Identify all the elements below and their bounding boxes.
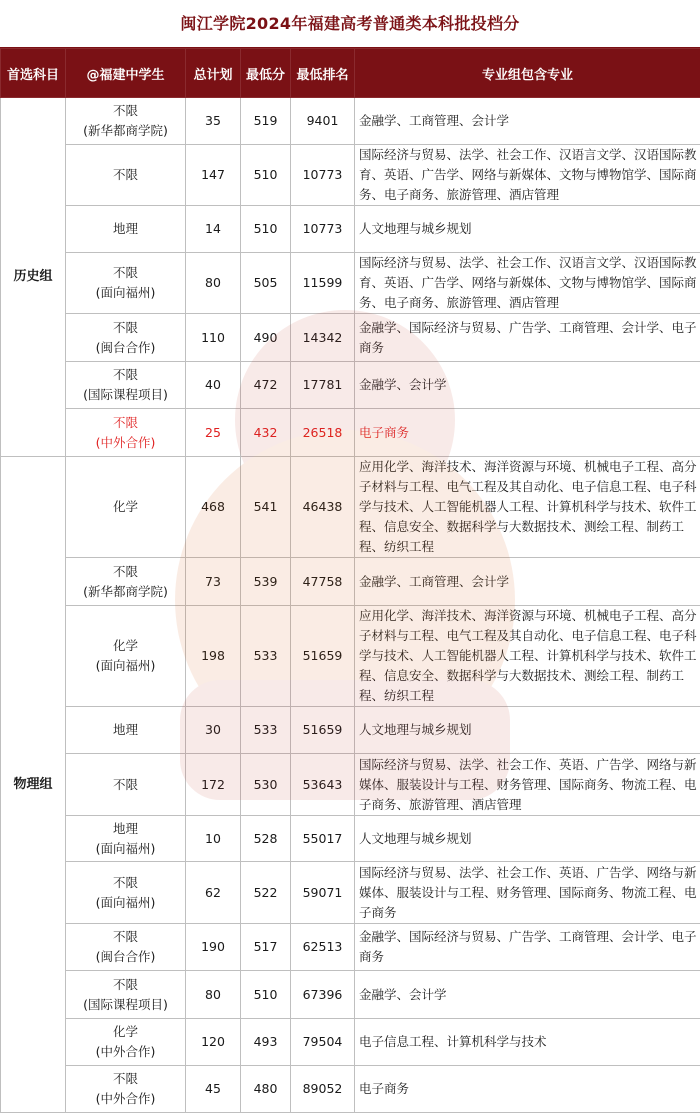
requirement-cell [66,98,186,145]
requirement-text: 不限 [68,562,183,582]
majors-cell: 应用化学、海洋技术、海洋资源与环境、机械电子工程、高分子材料与工程、电气工程及其自动化、电子信息工程、电子科学与技术、人工智能机器人工程、计算机科学与技术、软件工程、信息安全、数据科学与大数据技术、测绘工程、制药工程、纺织工程 [355,606,700,707]
table-row [1,862,700,924]
majors-cell: 金融学、工商管理、会计学 [355,558,700,606]
min-score-cell: 510 [241,971,291,1019]
min-score-cell: 510 [241,206,291,253]
total-plan-cell: 73 [186,558,241,606]
total-plan-cell: 45 [186,1066,241,1113]
min-score-cell: 541 [241,457,291,558]
requirement-note: (中外合作) [68,1089,183,1109]
requirement-text: 不限 [68,1069,183,1089]
min-rank-cell: 53643 [291,754,355,816]
table-row [1,145,700,206]
header-total-plan: 总计划 [186,49,241,98]
requirement-cell [66,1019,186,1066]
majors-cell: 电子商务 [355,1066,700,1113]
majors-cell: 国际经济与贸易、法学、社会工作、英语、广告学、网络与新媒体、服装设计与工程、财务管理、国际商务、物流工程、电子商务、旅游管理、酒店管理 [355,754,700,816]
requirement-text: 地理 [68,819,183,839]
requirement-cell [66,816,186,862]
table-header-row [1,49,700,98]
majors-cell: 人文地理与城乡规划 [355,206,700,253]
total-plan-cell: 80 [186,253,241,314]
requirement-text: 不限 [68,365,183,385]
requirement-note: (面向福州) [68,283,183,303]
min-rank-cell: 89052 [291,1066,355,1113]
min-rank-cell: 47758 [291,558,355,606]
majors-cell: 人文地理与城乡规划 [355,707,700,754]
header-min-score: 最低分 [241,49,291,98]
requirement-note: (闽台合作) [68,947,183,967]
requirement-text: 化学 [68,636,183,656]
header-subject: 首选科目 [1,49,66,98]
requirement-cell [66,971,186,1019]
majors-cell: 金融学、会计学 [355,971,700,1019]
total-plan-cell: 80 [186,971,241,1019]
requirement-text: 不限 [68,413,183,433]
min-rank-cell: 26518 [291,409,355,457]
total-plan-cell: 25 [186,409,241,457]
table-row [1,707,700,754]
admission-score-table [0,48,700,1113]
min-rank-cell: 79504 [291,1019,355,1066]
table-row [1,362,700,409]
majors-cell: 电子商务 [355,409,700,457]
requirement-cell [66,206,186,253]
table-row [1,558,700,606]
min-rank-cell: 10773 [291,206,355,253]
requirement-note: (中外合作) [68,433,183,453]
header-majors: 专业组包含专业 [355,49,700,98]
majors-cell: 金融学、国际经济与贸易、广告学、工商管理、会计学、电子商务 [355,314,700,362]
min-score-cell: 539 [241,558,291,606]
total-plan-cell: 40 [186,362,241,409]
table-row [1,457,700,558]
page-title: 闽江学院2024年福建高考普通类本科批投档分 [0,0,700,48]
min-rank-cell: 62513 [291,924,355,971]
requirement-cell [66,862,186,924]
requirement-text: 不限 [68,165,183,185]
majors-cell: 金融学、国际经济与贸易、广告学、工商管理、会计学、电子商务 [355,924,700,971]
requirement-note: (面向福州) [68,893,183,913]
total-plan-cell: 10 [186,816,241,862]
total-plan-cell: 120 [186,1019,241,1066]
table-row [1,971,700,1019]
min-score-cell: 517 [241,924,291,971]
min-score-cell: 528 [241,816,291,862]
requirement-text: 不限 [68,101,183,121]
table-row [1,1019,700,1066]
min-score-cell: 533 [241,606,291,707]
requirement-cell [66,253,186,314]
min-rank-cell: 67396 [291,971,355,1019]
majors-cell: 应用化学、海洋技术、海洋资源与环境、机械电子工程、高分子材料与工程、电气工程及其自动化、电子信息工程、电子科学与技术、人工智能机器人工程、计算机科学与技术、软件工程、信息安全、数据科学与大数据技术、测绘工程、制药工程、纺织工程 [355,457,700,558]
min-rank-cell: 10773 [291,145,355,206]
majors-cell: 人文地理与城乡规划 [355,816,700,862]
requirement-cell [66,1066,186,1113]
min-rank-cell: 9401 [291,98,355,145]
min-score-cell: 522 [241,862,291,924]
table-row [1,754,700,816]
requirement-cell [66,558,186,606]
header-requirement: @福建中学生 [66,49,186,98]
requirement-note: (中外合作) [68,1042,183,1062]
min-rank-cell: 51659 [291,707,355,754]
requirement-text: 化学 [68,1022,183,1042]
table-row [1,606,700,707]
group-name-cell: 物理组 [1,457,66,1113]
requirement-cell [66,924,186,971]
requirement-note: (新华都商学院) [68,582,183,602]
min-score-cell: 505 [241,253,291,314]
requirement-text: 化学 [68,497,183,517]
requirement-note: (闽台合作) [68,338,183,358]
table-body [1,98,700,1113]
min-rank-cell: 51659 [291,606,355,707]
requirement-text: 地理 [68,219,183,239]
min-score-cell: 480 [241,1066,291,1113]
group-name-cell: 历史组 [1,98,66,457]
min-rank-cell: 55017 [291,816,355,862]
min-score-cell: 510 [241,145,291,206]
total-plan-cell: 190 [186,924,241,971]
header-min-rank: 最低排名 [291,49,355,98]
table-row [1,1066,700,1113]
requirement-text: 不限 [68,927,183,947]
min-rank-cell: 17781 [291,362,355,409]
majors-cell: 金融学、工商管理、会计学 [355,98,700,145]
min-score-cell: 472 [241,362,291,409]
majors-cell: 国际经济与贸易、法学、社会工作、汉语言文学、汉语国际教育、英语、广告学、网络与新媒体、文物与博物馆学、国际商务、电子商务、旅游管理、酒店管理 [355,253,700,314]
min-score-cell: 519 [241,98,291,145]
total-plan-cell: 198 [186,606,241,707]
requirement-cell [66,606,186,707]
requirement-cell [66,362,186,409]
table-row [1,98,700,145]
requirement-cell [66,314,186,362]
requirement-cell [66,409,186,457]
table-row [1,314,700,362]
total-plan-cell: 147 [186,145,241,206]
requirement-text: 不限 [68,318,183,338]
min-score-cell: 432 [241,409,291,457]
min-rank-cell: 14342 [291,314,355,362]
total-plan-cell: 35 [186,98,241,145]
total-plan-cell: 110 [186,314,241,362]
requirement-cell [66,457,186,558]
requirement-cell [66,707,186,754]
requirement-cell [66,754,186,816]
min-rank-cell: 11599 [291,253,355,314]
requirement-text: 不限 [68,873,183,893]
table-row [1,816,700,862]
requirement-text: 不限 [68,775,183,795]
requirement-cell [66,145,186,206]
min-score-cell: 533 [241,707,291,754]
total-plan-cell: 172 [186,754,241,816]
requirement-text: 不限 [68,975,183,995]
min-score-cell: 530 [241,754,291,816]
table-row [1,924,700,971]
total-plan-cell: 14 [186,206,241,253]
majors-cell: 国际经济与贸易、法学、社会工作、英语、广告学、网络与新媒体、服装设计与工程、财务管理、国际商务、物流工程、电子商务 [355,862,700,924]
table-row [1,409,700,457]
requirement-text: 地理 [68,720,183,740]
requirement-note: (面向福州) [68,656,183,676]
min-score-cell: 490 [241,314,291,362]
total-plan-cell: 62 [186,862,241,924]
min-rank-cell: 59071 [291,862,355,924]
requirement-note: (新华都商学院) [68,121,183,141]
table-row [1,253,700,314]
requirement-text: 不限 [68,263,183,283]
requirement-note: (面向福州) [68,839,183,859]
min-rank-cell: 46438 [291,457,355,558]
total-plan-cell: 468 [186,457,241,558]
table-row [1,206,700,253]
requirement-note: (国际课程项目) [68,385,183,405]
majors-cell: 金融学、会计学 [355,362,700,409]
majors-cell: 电子信息工程、计算机科学与技术 [355,1019,700,1066]
total-plan-cell: 30 [186,707,241,754]
requirement-note: (国际课程项目) [68,995,183,1015]
min-score-cell: 493 [241,1019,291,1066]
majors-cell: 国际经济与贸易、法学、社会工作、汉语言文学、汉语国际教育、英语、广告学、网络与新媒体、文物与博物馆学、国际商务、电子商务、旅游管理、酒店管理 [355,145,700,206]
